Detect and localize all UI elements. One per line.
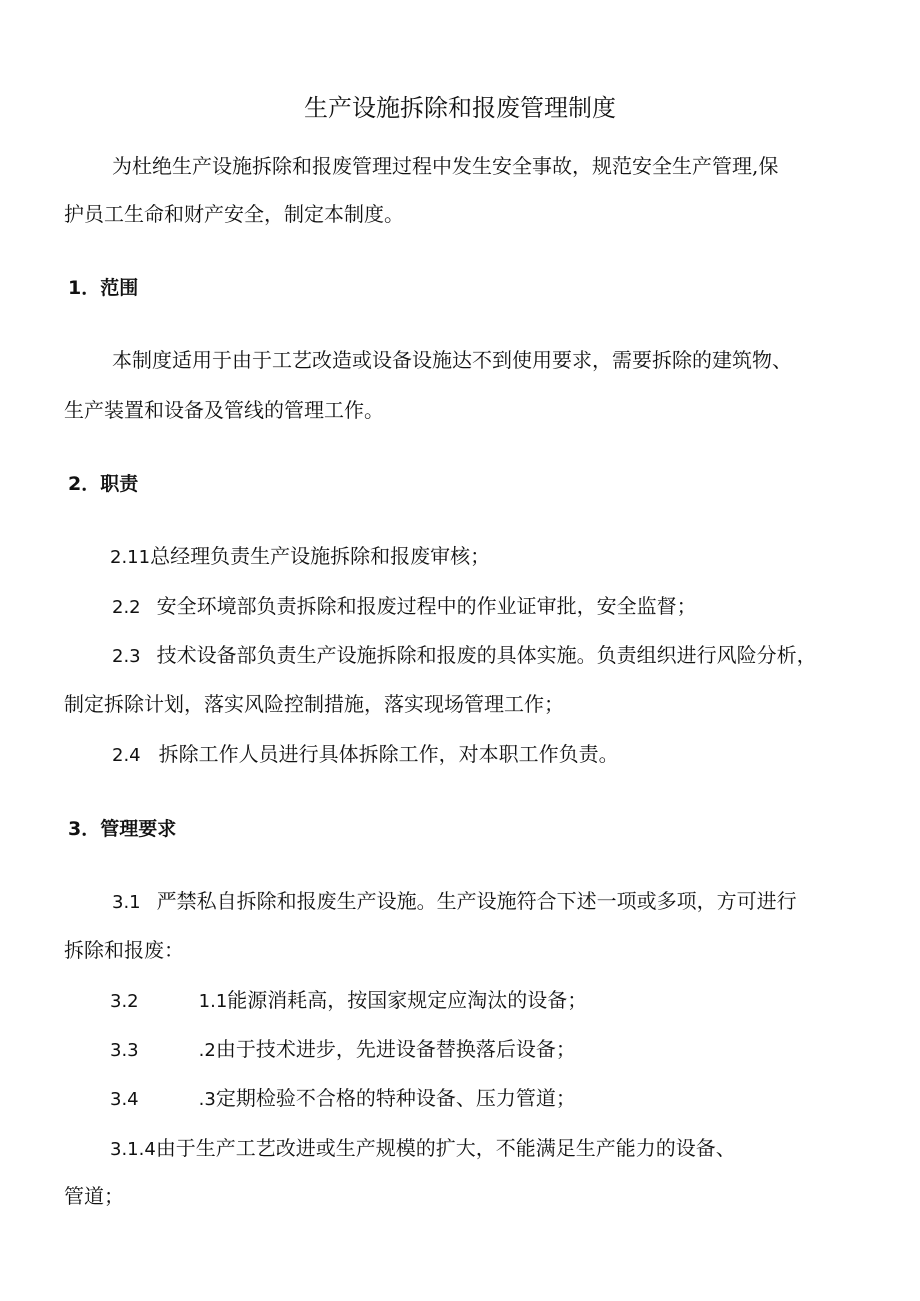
intro-line-2: 护员工生命和财产安全，制定本制度。 [64, 202, 404, 226]
section-2-item-1 [110, 542, 490, 572]
item-number: 2.4 [112, 745, 141, 766]
section-2-item-3 [112, 641, 817, 671]
item-text: 能源消耗高，按国家规定应淘汰的设备； [227, 988, 588, 1012]
section-1-heading: 1．范围 [68, 277, 139, 299]
item-text: 由于技术进步，先进设备替换落后设备； [215, 1037, 576, 1061]
item-text: 安全环境部负责拆除和报废过程中的作业证审批，安全监督； [156, 594, 697, 618]
section-2-item-2 [112, 592, 697, 622]
section-3-subitem-2 [110, 1035, 576, 1065]
section-1-line-1: 本制度适用于由于工艺改造或设备设施达不到使用要求，需要拆除的建筑物、 [112, 348, 792, 372]
section-3-subitem-3 [110, 1084, 576, 1114]
item-number: 2.2 [112, 597, 141, 618]
section-2-heading: 2．职责 [68, 473, 139, 495]
item-number: 3.1 [112, 892, 141, 913]
intro-line-1: 为杜绝生产设施拆除和报废管理过程中发生安全事故，规范安全生产管理,保 [112, 154, 779, 178]
item-text: 定期检验不合格的特种设备、压力管道； [215, 1086, 576, 1110]
section-3-item-5 [110, 1134, 736, 1164]
item-number: 3.1.4 [110, 1139, 156, 1160]
item-text: 拆除工作人员进行具体拆除工作，对本职工作负责。 [158, 742, 619, 766]
item-text: 技术设备部负责生产设施拆除和报废的具体实施。负责组织进行风险分析， [156, 643, 817, 667]
item-number: 3.4 [110, 1089, 139, 1110]
section-3-item-5-continued: 管道； [64, 1184, 124, 1208]
document-title: 生产设施拆除和报废管理制度 [304, 94, 616, 122]
item-text: 总经理负责生产设施拆除和报废审核； [150, 544, 491, 568]
section-1-line-2: 生产装置和设备及管线的管理工作。 [64, 398, 384, 422]
subitem-number: .2 [198, 1040, 216, 1061]
item-number: 2.11 [110, 547, 151, 568]
section-3-subitem-1 [110, 986, 587, 1016]
subitem-number: .3 [198, 1089, 216, 1110]
section-2-item-4 [112, 740, 619, 770]
item-text: 由于生产工艺改进或生产规模的扩大，不能满足生产能力的设备、 [155, 1136, 736, 1160]
section-3-heading: 3．管理要求 [68, 818, 177, 840]
item-number: 3.3 [110, 1040, 139, 1061]
section-3-item-1 [112, 887, 797, 917]
section-3-item-1-continued: 拆除和报废： [64, 938, 184, 962]
section-2-item-3-continued: 制定拆除计划，落实风险控制措施，落实现场管理工作； [64, 692, 564, 716]
item-text: 严禁私自拆除和报废生产设施。生产设施符合下述一项或多项，方可进行 [156, 889, 797, 913]
item-number: 3.2 [110, 991, 139, 1012]
item-number: 2.3 [112, 646, 141, 667]
subitem-number: 1.1 [198, 991, 228, 1012]
